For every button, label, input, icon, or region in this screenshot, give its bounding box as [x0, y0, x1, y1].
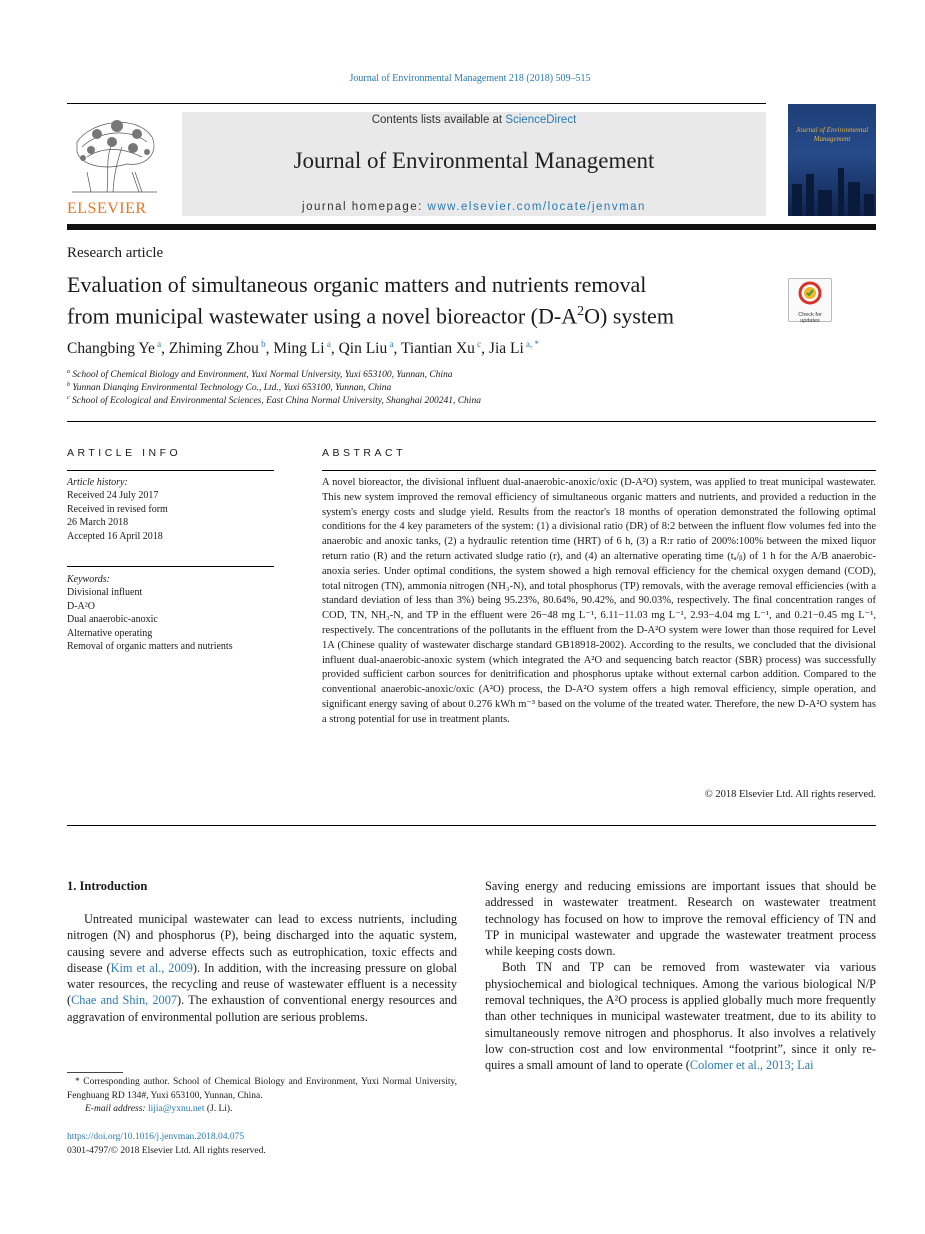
- author-affiliation-marker[interactable]: a, *: [523, 339, 540, 349]
- journal-cover-image[interactable]: [788, 104, 876, 216]
- keywords-rule: [67, 566, 274, 567]
- article-title: [67, 271, 787, 329]
- affiliation-a: $^a$ School of Chemical Biology and Environment, Yuxi Normal University, Yuxi 653100, Yunnan, China: [67, 369, 453, 381]
- abstract-heading: ABSTRACT: [322, 447, 407, 459]
- email-line: E-mail address: lijia@yxnu.net (J. Li).: [85, 1104, 233, 1114]
- check-updates-label: Check for updates: [798, 312, 822, 324]
- title-line-2: from municipal wastewater using a novel bioreactor $(D-A^2O)$ system: [67, 303, 674, 329]
- footnote-rule: [67, 1072, 123, 1073]
- abstract-text: A novel bioreactor, the divisional influent dual-anaerobic-anoxic/oxic (D-A²O) system, was applied to treat municipal wastewater. This new system improved the removal efficiency of simultaneous organic matters and nutrients, and provided a reduction in the system's energy costs and sludge yield. Results from the reactor's 18 months of operation demonstrated the following optimal conditions for the 4 key parameters of the system: (1) a divisional ratio (DR) of 8:2 between the influent flow volumes fed into the anaerobic and anoxic tanks, (2) a hydraulic retention time (HRT) of 6 h, (3) a R:r ratio of 200%:100% between the mixed liquor return ratio (R) and the return activated sludge ratio (r), and (4) an alternative operating time (tₐ/ᵦ) of 1 h for the A/B anaerobic-anoxia series. Under optimal conditions, the system showed a high removal efficiency for the chemical oxygen demand (COD), total nitrogen (TN), ammonia nitrogen (NH₃-N), and total phosphorus (TP) removals, with the average removal efficiencies (with a standard deviation of less than 3%) being 95.23%, 80.64%, 90.42%, and 90.03%, respectively. The final concentration ranges of COD, TN, NH₃-N, and TP in the effluent were 26−48 mg L⁻¹, 6.11−11.03 mg L⁻¹, 2.93−4.04 mg L⁻¹, and 0.21−0.45 mg L⁻¹, respectively. The concentrations of the pollutants in the effluent from the D-A²O system were lower than those required for Level 1A (Chinese quality of wastewater discharge standard GB18918-2002). According to the results, we concluded that the divisional influent dual-anaerobic-anoxic system (which integrated the A²O and sequencing batch reactor (SBR) process) was successfully provided sufficient carbon sources for denitrification and phosphorus uptake without external carbon addition. Compared to the conventional anaerobic-anoxic/oxic (A²O) process, the D-A²O system offers a high removal efficiency, simple operation, and significant energy saving of about 0.276 kWh m⁻³ based on the volume of the treated water. Therefore, the new D-A²O system has a strong potential for use in treatment plants.: [322, 477, 876, 725]
- affiliation-c: $^c$ School of Ecological and Environmental Sciences, East China Normal University, Shanghai 200241, China: [67, 395, 481, 407]
- abstract-divider: [67, 825, 876, 826]
- header-divider: [67, 103, 766, 104]
- author-affiliation-marker[interactable]: c: [474, 339, 482, 349]
- article-type: Research article: [67, 245, 164, 261]
- author-affiliation-marker[interactable]: b: [258, 339, 266, 349]
- author-list: Changbing Ye $^a$, Zhiming Zhou $^b$, Ming Li $^a$, Qin Liu $^a$, Tiantian Xu $^c$, Jia Li $^{a, *}$: [67, 339, 540, 358]
- journal-citation[interactable]: Journal of Environmental Management 218 (2018) 509–515: [349, 73, 591, 84]
- homepage-link[interactable]: www.elsevier.com/locate/jenvman: [427, 201, 646, 213]
- author-name[interactable]: Jia Li: [488, 340, 524, 358]
- keywords-label: Keywords:: [67, 574, 110, 585]
- header-thick-rule: [67, 224, 876, 230]
- cover-skyline-graphic: [788, 164, 876, 216]
- reference-link[interactable]: Colomer et al., 2013; Lai: [689, 1058, 814, 1073]
- keyword: D-A²O: [67, 600, 95, 612]
- author-name[interactable]: Qin Liu: [338, 340, 388, 358]
- history-revised-date: 26 March 2018: [67, 517, 129, 529]
- title-line-1: Evaluation of simultaneous organic matters and nutrients removal: [67, 272, 647, 297]
- homepage-line: journal homepage: www.elsevier.com/locate/jenvman: [302, 201, 646, 213]
- corresponding-author-note: * Corresponding author. School of Chemical Biology and Environment, Yuxi Normal University, Fenghuang RD 134#, Yuxi 653100, Yunnan, China.: [67, 1077, 457, 1101]
- check-updates-icon: [789, 279, 831, 307]
- article-history: [67, 476, 274, 543]
- author-name[interactable]: Changbing Ye: [67, 340, 155, 358]
- author-affiliation-marker[interactable]: a: [387, 339, 394, 349]
- affiliation-b: $^b$ Yunnan Dianqing Environmental Technology Co., Ltd., Yuxi 653100, Yunnan, China: [67, 382, 392, 394]
- keyword: Dual anaerobic-anoxic: [67, 614, 158, 626]
- history-label: Article history:: [67, 477, 128, 488]
- abstract-rule: [322, 470, 876, 471]
- journal-title: Journal of Environmental Management: [293, 148, 655, 173]
- article-info-rule: [67, 470, 274, 471]
- section-heading-introduction: 1. Introduction: [67, 879, 148, 893]
- author-name[interactable]: Tiantian Xu: [400, 340, 475, 358]
- sciencedirect-link[interactable]: ScienceDirect: [505, 114, 577, 126]
- author-name[interactable]: Zhiming Zhou: [168, 340, 259, 358]
- history-received: Received 24 July 2017: [67, 490, 159, 502]
- issn-copyright: 0301-4797/© 2018 Elsevier Ltd. All rights reserved.: [67, 1146, 266, 1156]
- author-name[interactable]: Ming Li: [273, 340, 325, 358]
- reference-link[interactable]: Chae and Shin, 2007: [71, 993, 177, 1008]
- title-divider: [67, 421, 876, 422]
- keyword: Divisional influent: [67, 587, 143, 599]
- history-accepted: Accepted 16 April 2018: [67, 530, 163, 542]
- publisher-wordmark: ELSEVIER: [67, 200, 147, 217]
- author-affiliation-marker[interactable]: a: [324, 339, 331, 349]
- abstract-copyright: © 2018 Elsevier Ltd. All rights reserved.: [704, 789, 876, 800]
- reference-link[interactable]: Kim et al., 2009: [110, 960, 193, 975]
- doi-link[interactable]: https://doi.org/10.1016/j.jenvman.2018.04.075: [67, 1132, 245, 1142]
- paragraph: Saving energy and reducing emissions are important issues that should be addressed in wastewater treatment. Research on wastewater treatment technology has focused on how to improve the removal efficiency of TN and TP in municipal wastewater and upgrade the wastewater treatment process while keeping costs down.: [485, 879, 876, 959]
- contents-line: Contents lists available at ScienceDirect: [371, 114, 577, 126]
- keywords-block: [67, 573, 287, 653]
- author-affiliation-marker[interactable]: a: [154, 339, 162, 349]
- cover-title: Journal of Environmental Management: [795, 126, 869, 143]
- right-column: [485, 878, 876, 1074]
- email-link[interactable]: lijia@yxnu.net: [147, 1104, 205, 1114]
- check-for-updates-badge[interactable]: [788, 278, 832, 322]
- paragraph: Untreated municipal wastewater can lead to excess nutrients, including nitrogen (N) and phosphorus (P), being discharged into the aquatic system, causing severe and adverse effects such as eutrophication, toxic effects and disease (Kim et al., 2009). In addition, with the increasing pressure on global water resources, the recycling and reuse of wastewater effluent is a necessity (Chae and Shin, 2007). The exhaustion of conventional energy resources and aggravation of environmental pollution are serious problems.: [67, 912, 458, 1024]
- keyword: Removal of organic matters and nutrients: [67, 641, 233, 653]
- keyword: Alternative operating: [67, 627, 153, 639]
- article-info-heading: ARTICLE INFO: [67, 447, 182, 459]
- left-column: [67, 911, 457, 1025]
- paragraph: Both TN and TP can be removed from wastewater via various physiochemical and biological techniques. Among the various biological N/P removal techniques, the A²O process is applied globally much more frequently than other techniques in municipal wastewater treatment, due to its ability to simultaneously remove nitrogen and phosphorus. It also involves a relatively low con-struction cost and low environmental “footprint”, since it only re-quires a small amount of land to operate (Colomer et al., 2013; Lai: [485, 960, 876, 1073]
- history-revised: Received in revised form: [67, 503, 168, 515]
